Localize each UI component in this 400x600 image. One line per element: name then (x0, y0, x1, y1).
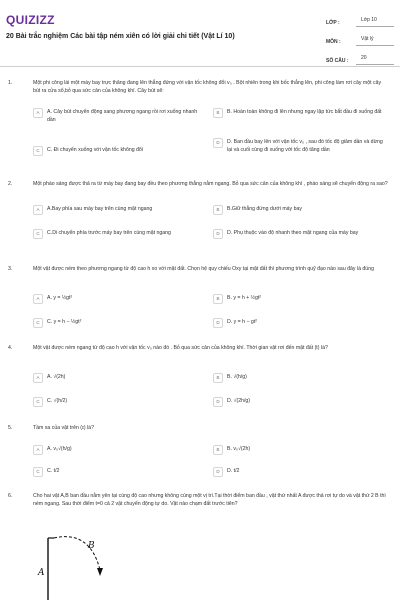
worksheet-title: 20 Bài trắc nghiệm Các bài tập ném xiên có lời giải chi tiết (Vật Lí 10) (6, 33, 235, 40)
option-letter: B (213, 205, 223, 215)
meta-label: MÔN : (326, 39, 341, 45)
option-letter: C (33, 318, 43, 328)
meta-label: LỚP : (326, 20, 340, 26)
option-text: C. Đi chuyển xuống với vận tốc không đổi (47, 147, 143, 153)
option-c[interactable] (33, 146, 203, 156)
option-d[interactable] (213, 318, 383, 328)
option-d[interactable] (213, 229, 383, 239)
option-text: D. Ban đầu bay lên với vận tốc v₀ , sau đó tốc độ giảm dần và dừng lại và cuối cùng đi xuống với tốc độ tăng dần (227, 139, 383, 153)
projectile-figure (30, 530, 130, 600)
option-a[interactable] (33, 294, 203, 304)
option-b[interactable] (213, 294, 383, 304)
quizizz-logo[interactable]: QUIZIZZ (6, 13, 55, 27)
meta-label: SỐ CÂU : (326, 58, 349, 64)
question-text: Một phi công lái một máy bay trực thăng đang lên thẳng đứng với vận tốc không đổi v₀ . Bột nhiên trong khi bốc thẳng lên, phi công làm rơi cây một cây bút ra cửa sổ,bỏ qua sức cản của không khí. Cây bút sẽ: (33, 80, 382, 94)
arrow-head-icon (97, 568, 103, 576)
option-letter: B (213, 108, 223, 118)
meta-row-subject (326, 31, 394, 46)
option-text: C. t/2 (47, 468, 60, 474)
question-4 (8, 344, 392, 352)
question-text: Một pháo sáng được thả ra từ máy bay đang bay đều theo phương thẳng nằm ngang. Bỏ qua sức cản của không khí , pháo sáng sẽ chuyển động ra sao? (33, 181, 388, 187)
meta-value: Lớp 10 (356, 16, 394, 27)
option-text: D. √(2h/g) (227, 398, 251, 404)
option-d[interactable] (213, 138, 383, 154)
option-letter: A (33, 294, 43, 304)
option-text: B. v₀√(2h) (227, 446, 251, 452)
option-text: A. Cây bút chuyển động sang phương ngang rồi rơi xuống nhanh dần (47, 109, 198, 123)
option-b[interactable] (213, 205, 383, 215)
option-b[interactable] (213, 108, 383, 118)
question-3 (8, 265, 392, 273)
option-text: B. √(h/g) (227, 374, 247, 380)
meta-value: 20 (356, 54, 394, 65)
option-b[interactable] (213, 373, 383, 383)
option-text: C. √(h/2) (47, 398, 68, 404)
label-b: B (88, 541, 95, 551)
question-number: 4. (8, 345, 13, 351)
option-letter: D (213, 467, 223, 477)
option-c[interactable] (33, 397, 203, 407)
question-number: 5. (8, 425, 13, 431)
question-text: Cho hai vật A,B ban đầu nằm yên tại cùng độ cao nhưng không cùng một vị trí.Tại thời điểm ban đầu , vật thứ nhất A được thả rơi tự do và vật thứ 2 B thì ném ngang. Sau thời điểm t=0 cả 2 vật chuyển động tự do. Vật nào chạm đất trước tiên? (33, 493, 386, 507)
meta-row-count (326, 50, 394, 65)
option-text: A. v₀√(h/g) (47, 446, 72, 452)
question-text: Một vật được ném theo phương ngang từ độ cao h xo với mặt đất. Chọn hệ quy chiếu Oxy tại mặt đất thì phương trình quỹ đạo nào sau đây là đúng (33, 266, 374, 272)
question-number: 6. (8, 493, 13, 499)
option-text: A.Bay phía sau máy bay trên cùng mặt ngang (47, 206, 153, 212)
option-a[interactable] (33, 108, 203, 124)
worksheet-header (0, 0, 400, 67)
option-text: B. y = h + ½gt² (227, 295, 262, 301)
option-letter: B (213, 373, 223, 383)
option-text: C. y = h − ½gt² (47, 319, 82, 325)
option-text: D. y = h − gt² (227, 319, 257, 325)
option-a[interactable] (33, 205, 203, 215)
option-text: B.Giữ thẳng đứng dưới máy bay (227, 206, 302, 212)
option-d[interactable] (213, 467, 383, 477)
option-letter: C (33, 229, 43, 239)
option-text: A. y = ½gt² (47, 295, 73, 301)
option-c[interactable] (33, 229, 203, 239)
question-number: 2. (8, 181, 13, 187)
option-d[interactable] (213, 397, 383, 407)
option-letter: C (33, 467, 43, 477)
question-number: 1. (8, 80, 13, 86)
option-text: C.Di chuyển phía trước máy bay trên cùng mặt ngang (47, 230, 171, 236)
question-5 (8, 424, 392, 432)
option-letter: A (33, 445, 43, 455)
question-number: 3. (8, 266, 13, 272)
option-letter: D (213, 318, 223, 328)
question-text: Tầm xa của vật trên (ɪ) là? (33, 425, 94, 431)
option-letter: C (33, 397, 43, 407)
option-letter: D (213, 397, 223, 407)
option-c[interactable] (33, 467, 203, 477)
question-1 (8, 79, 392, 95)
option-letter: B (213, 445, 223, 455)
question-text: Một vật được ném ngang từ độ cao h với vận tốc v₀ nào đó . Bỏ qua sức cản của không khí. Thời gian vật rơi đến mặt đất (t) là? (33, 345, 328, 351)
option-letter: D (213, 138, 223, 148)
meta-value: Vật lý (356, 35, 394, 46)
option-letter: C (33, 146, 43, 156)
label-a: A (38, 568, 45, 578)
meta-box (326, 12, 394, 69)
option-b[interactable] (213, 445, 383, 455)
option-text: A. √(2h) (47, 374, 66, 380)
option-letter: D (213, 229, 223, 239)
option-letter: B (213, 294, 223, 304)
option-a[interactable] (33, 445, 203, 455)
option-text: D. Phụ thuộc vào độ nhanh theo mặt ngang của máy bay (227, 230, 359, 236)
option-text: B. Hoàn toàn không đi lên nhưng ngay lập tức bắt đầu đi xuống đất (227, 109, 382, 115)
option-letter: A (33, 205, 43, 215)
question-6 (8, 492, 392, 508)
option-text: D. t/2 (227, 468, 240, 474)
question-2 (8, 180, 392, 188)
option-letter: A (33, 373, 43, 383)
option-c[interactable] (33, 318, 203, 328)
option-a[interactable] (33, 373, 203, 383)
meta-row-class (326, 12, 394, 27)
option-letter: A (33, 108, 43, 118)
